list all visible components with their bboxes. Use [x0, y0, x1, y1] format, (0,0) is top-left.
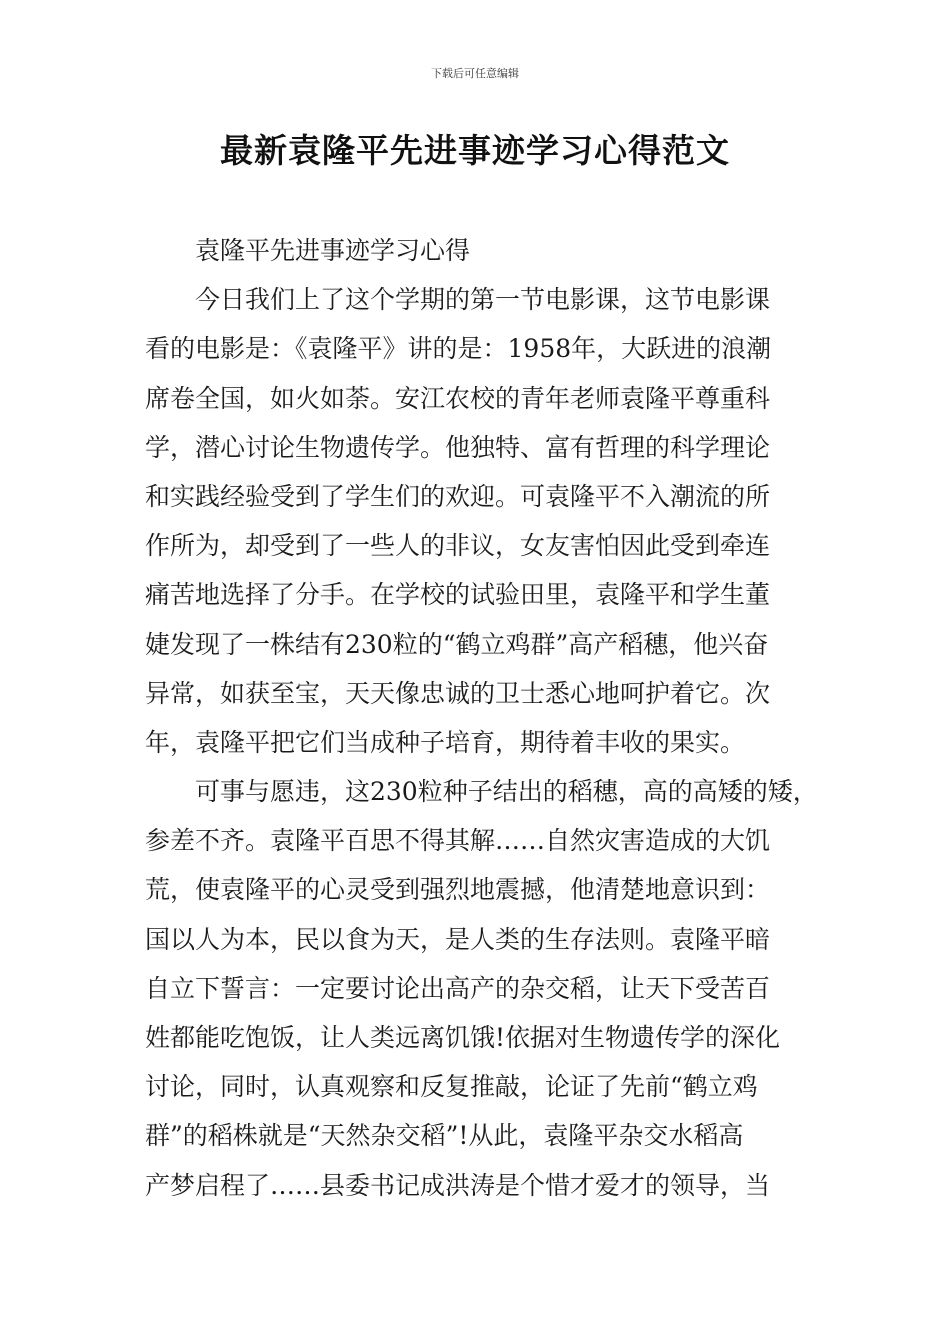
text-line: 和实践经验受到了学生们的欢迎。可袁隆平不入潮流的所 — [145, 481, 771, 511]
document-title: 最新袁隆平先进事迹学习心得范文 — [220, 131, 730, 170]
text-line: 席卷全国，如火如荼。安江农校的青年老师袁隆平尊重科 — [145, 383, 771, 413]
text-line: 今日我们上了这个学期的第一节电影课，这节电影课 — [195, 285, 771, 315]
text-line: 参差不齐。袁隆平百思不得其解……自然灾害造成的大饥 — [145, 826, 771, 856]
text-line: 婕发现了一株结有230粒的“鹤立鸡群”高产稻穗，他兴奋 — [145, 629, 769, 659]
text-line: 讨论，同时，认真观察和反复推敲，论证了先前“鹤立鸡 — [145, 1072, 758, 1102]
header-note: 下载后可任意编辑 — [431, 67, 519, 80]
document-body — [145, 226, 818, 1210]
text-line: 自立下誓言：一定要讨论出高产的杂交稻，让天下受苦百 — [145, 973, 771, 1003]
text-line: 群”的稻株就是“天然杂交稻”!从此，袁隆平杂交水稻高 — [145, 1121, 744, 1151]
text-line: 年，袁隆平把它们当成种子培育，期待着丰收的果实。 — [145, 727, 746, 757]
text-line: 学，潜心讨论生物遗传学。他独特、富有哲理的科学理论 — [145, 432, 771, 462]
text-line: 袁隆平先进事迹学习心得 — [195, 236, 471, 265]
text-line: 看的电影是：《袁隆平》讲的是：1958年，大跃进的浪潮 — [145, 334, 772, 364]
text-line: 姓都能吃饱饭，让人类远离饥饿!依据对生物遗传学的深化 — [145, 1023, 781, 1052]
text-line: 产梦启程了……县委书记成洪涛是个惜才爱才的领导，当 — [145, 1170, 771, 1200]
text-line: 国以人为本，民以食为天，是人类的生存法则。袁隆平暗 — [145, 924, 771, 954]
text-line: 可事与愿违，这230粒种子结出的稻穗，高的高矮的矮， — [195, 777, 818, 807]
text-line: 异常，如获至宝，天天像忠诚的卫士悉心地呵护着它。次 — [145, 678, 771, 708]
text-line: 痛苦地选择了分手。在学校的试验田里，袁隆平和学生董 — [145, 580, 771, 610]
text-line: 荒，使袁隆平的心灵受到强烈地震撼，他清楚地意识到： — [145, 875, 771, 905]
text-line: 作所为，却受到了一些人的非议，女友害怕因此受到牵连 — [145, 531, 771, 561]
